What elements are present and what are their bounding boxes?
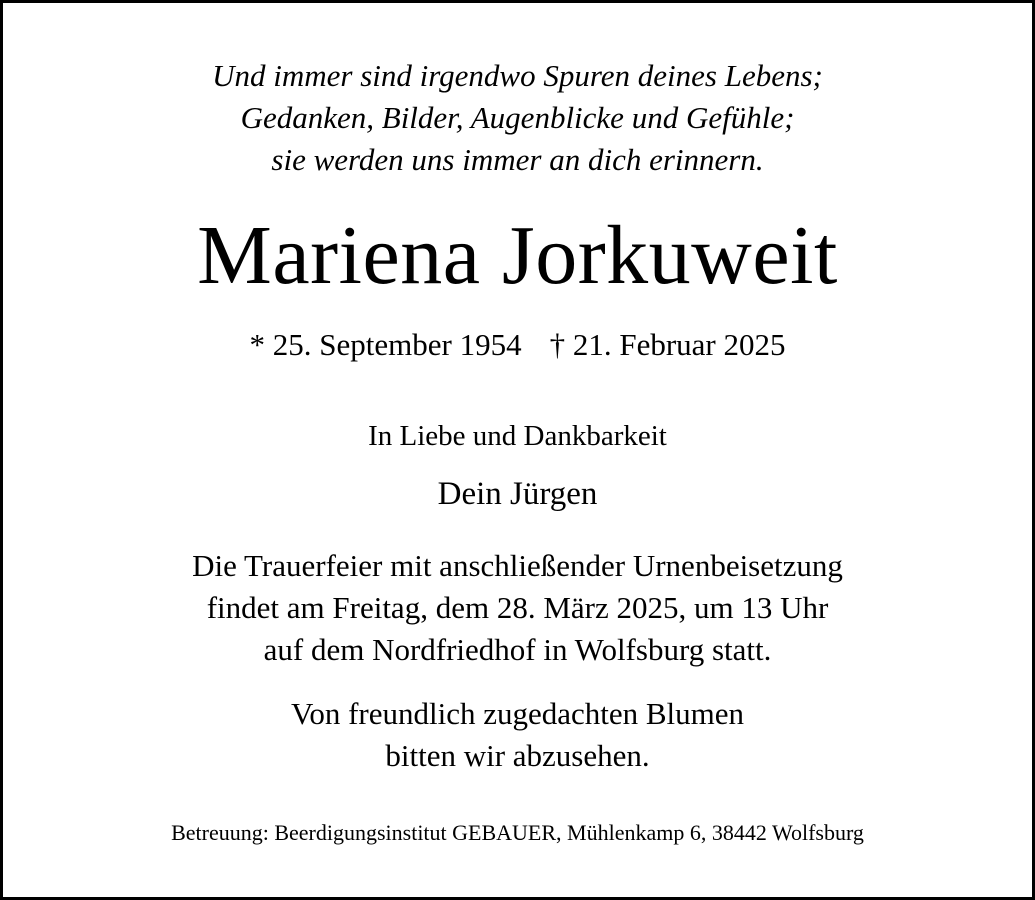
death-date: † 21. Februar 2025 xyxy=(549,327,786,362)
life-dates xyxy=(3,325,1032,365)
ceremony-line: Die Trauerfeier mit anschließender Urnenbeisetzung xyxy=(192,548,843,583)
ceremony-line: findet am Freitag, dem 28. März 2025, um 13 Uhr xyxy=(206,590,829,625)
ceremony-line: auf dem Nordfriedhof in Wolfsburg statt. xyxy=(263,632,772,667)
memorial-quote xyxy=(3,55,1032,181)
quote-line: Und immer sind irgendwo Spuren deines Lebens; xyxy=(212,58,823,93)
dedication-text: In Liebe und Dankbarkeit xyxy=(368,420,667,452)
signer-name: Dein Jürgen xyxy=(437,476,598,512)
flowers-line: Von freundlich zugedachten Blumen xyxy=(290,696,745,731)
funeral-home-footer: Betreuung: Beerdigungsinstitut GEBAUER, Mühlenkamp 6, 38442 Wolfsburg xyxy=(171,820,864,845)
flowers-request xyxy=(3,693,1032,777)
quote-line: sie werden uns immer an dich erinnern. xyxy=(271,142,764,177)
flowers-line: bitten wir abzusehen. xyxy=(385,738,650,773)
deceased-name: Mariena Jorkuweit xyxy=(197,209,838,302)
quote-line: Gedanken, Bilder, Augenblicke und Gefühle; xyxy=(240,100,795,135)
ceremony-details xyxy=(3,545,1032,671)
birth-date: * 25. September 1954 xyxy=(249,327,522,362)
